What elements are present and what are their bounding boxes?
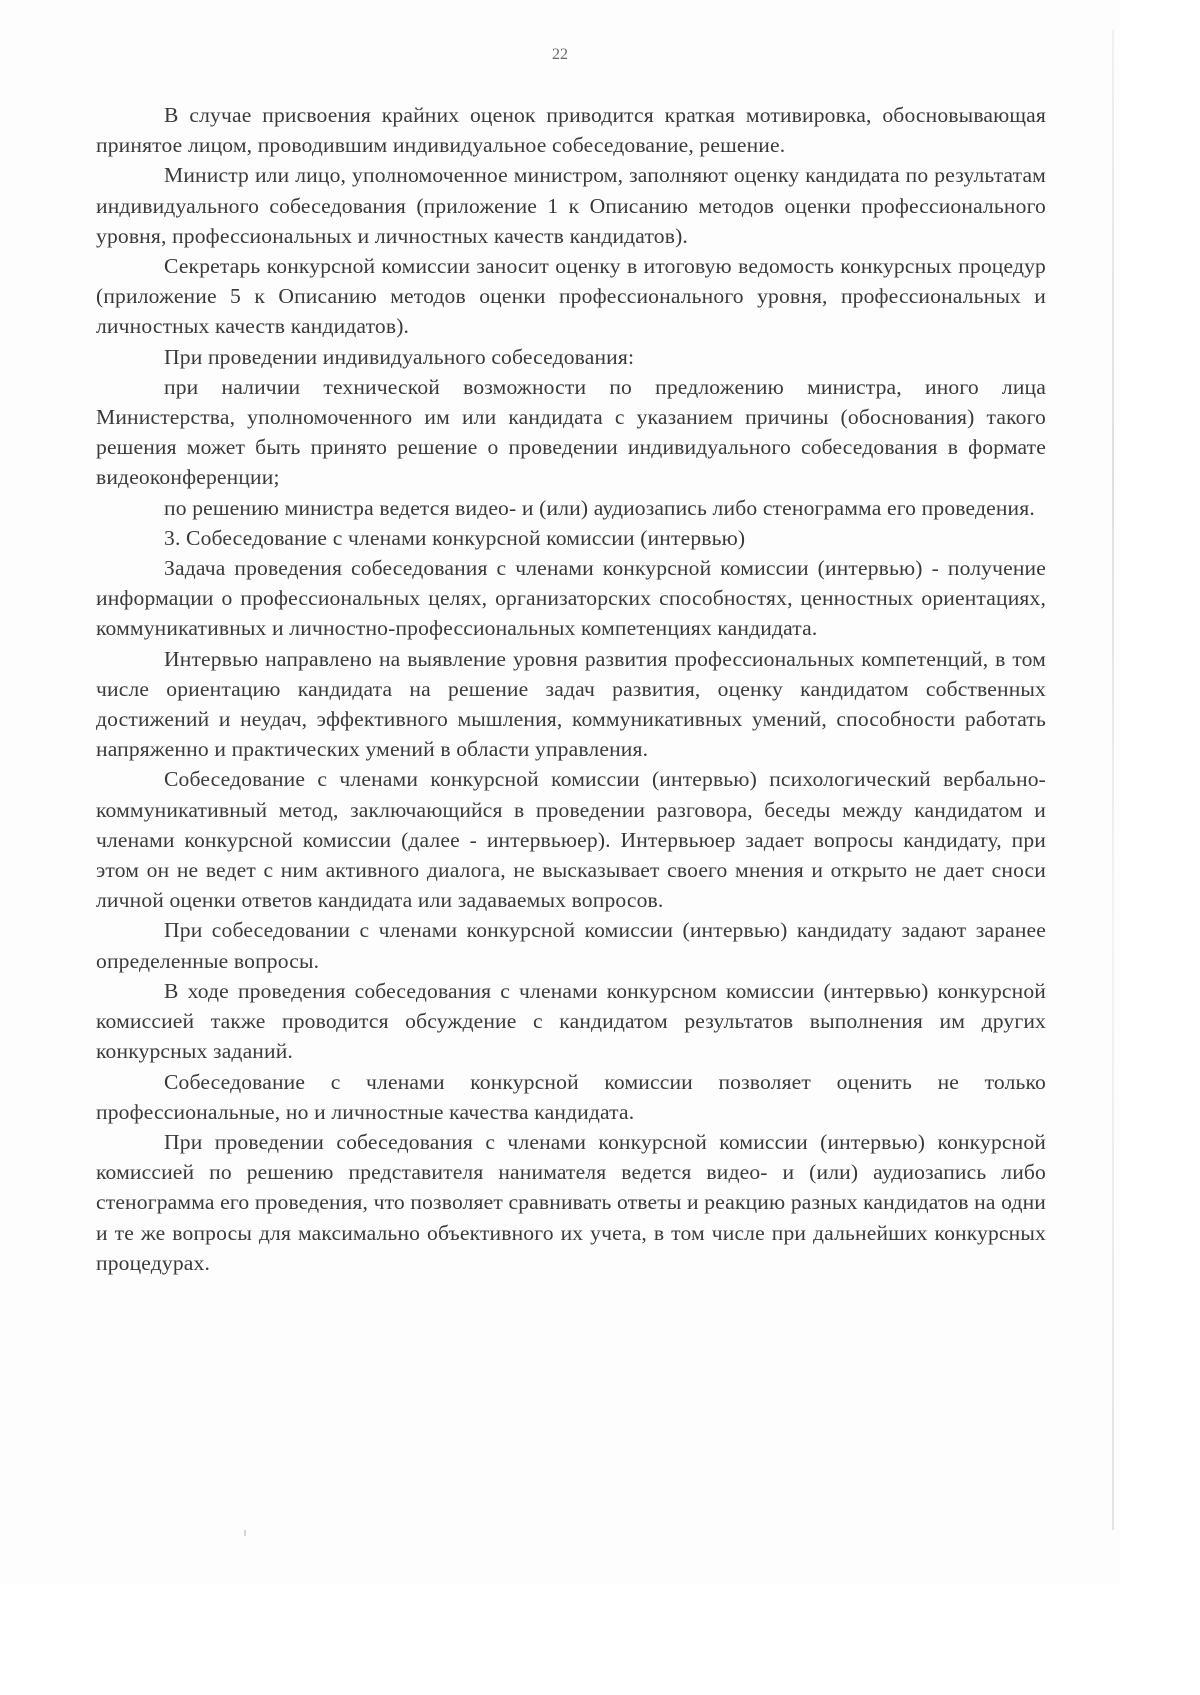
paragraph-individual-interview-intro: При проведении индивидуального собеседования: — [164, 344, 635, 369]
paragraph-secretary-record: Секретарь конкурсной комиссии заносит оценку в итоговую ведомость конкурсных процедур (приложение 5 к Описанию методов оценки профессионального уровня, профессиональных и личностных качеств кандидатов). — [96, 254, 1046, 339]
page-number: 22 — [552, 46, 568, 63]
paragraph-recording: по решению министра ведется видео- и (или) аудиозапись либо стенограмма его проведения. — [164, 495, 1035, 520]
paragraph-interview-goal: Задача проведения собеседования с членами конкурсной комиссии (интервью) - получение информации о профессиональных целях, организаторских способностях, ценностных ориентациях, коммуникативных и личностно-профессиональных компетенциях кандидата. — [96, 556, 1046, 641]
paragraph-personal-qualities: Собеседование с членами конкурсной комиссии позволяет оценить не только профессиональные, но и личностные качества кандидата. — [96, 1069, 1046, 1124]
section-heading-interview: 3. Собеседование с членами конкурсной комиссии (интервью) — [164, 525, 746, 550]
paragraph-interview-recording: При проведении собеседования с членами конкурсной комиссии (интервью) конкурсной комиссией по решению представителя нанимателя ведется видео- и (или) аудиозапись либо стенограмма его проведения, что позволяет сравнивать ответы и реакцию разных кандидатов на одни и те же вопросы для максимально объективного их учета, в том числе при дальнейших конкурсных процедурах. — [96, 1129, 1046, 1275]
document-body — [96, 100, 1046, 1278]
paragraph-extreme-scores: В случае присвоения крайних оценок приводится краткая мотивировка, обосновывающая принятое лицом, проводившим индивидуальное собеседование, решение. — [96, 103, 1046, 158]
paragraph-interview-method: Собеседование с членами конкурсной комиссии (интервью) психологический вербально-коммуникативный метод, заключающийся в проведении разговора, беседы между кандидатом и членами конкурсной комиссии (далее - интервьюер). Интервьюер задает вопросы кандидату, при этом он не ведет с ним активного диалога, не высказывает своего мнения и открыто не дает сноси личной оценки ответов кандидата или задаваемых вопросов. — [96, 767, 1046, 913]
scan-edge-shadow — [1112, 30, 1114, 1530]
paragraph-videoconference: при наличии технической возможности по предложению министра, иного лица Министерства, уполномоченного им или кандидата с указанием причины (обоснования) такого решения может быть принято решение о проведении индивидуального собеседования в формате видеоконференции; — [96, 374, 1046, 490]
paragraph-minister-evaluation: Министр или лицо, уполномоченное министром, заполняют оценку кандидата по результатам индивидуального собеседования (приложение 1 к Описанию методов оценки профессионального уровня, профессиональных и личностных качеств кандидатов). — [96, 163, 1046, 248]
paragraph-discussion-results: В ходе проведения собеседования с членами конкурсном комиссии (интервью) конкурсной комиссией также проводится обсуждение с кандидатом результатов выполнения им других конкурсных заданий. — [96, 978, 1046, 1064]
paragraph-interview-focus: Интервью направлено на выявление уровня развития профессиональных компетенций, в том числе ориентацию кандидата на решение задач развития, оценку кандидатом собственных достижений и неудач, эффективного мышления, коммуникативных умений, способности работать напряженно и практических умений в области управления. — [96, 646, 1046, 762]
scan-speck — [244, 1530, 246, 1536]
paragraph-predefined-questions: При собеседовании с членами конкурсной комиссии (интервью) кандидату задают заранее определенные вопросы. — [96, 918, 1046, 973]
